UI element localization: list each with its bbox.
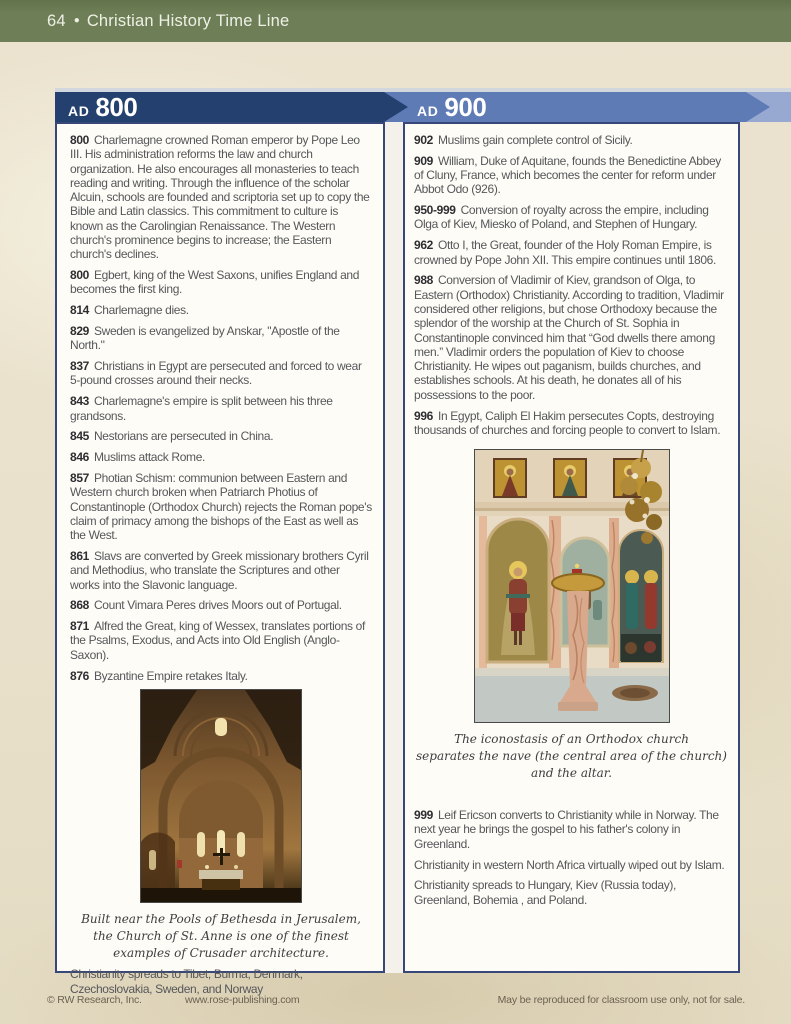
timeline-entry <box>70 394 372 423</box>
entry-year: 861 <box>70 548 89 563</box>
timeline-entry <box>70 619 372 662</box>
entry-text: Christianity spreads to Hungary, Kiev (Russia today), Greenland, Bohemia , and Poland. <box>414 878 677 907</box>
entry-text: Christians in Egypt are persecuted and forced to wear 5-pound crosses around their necks. <box>70 359 362 388</box>
entry-year: 871 <box>70 619 89 634</box>
entry-text: Muslims attack Rome. <box>93 450 206 465</box>
banner-year-label: 900 <box>444 92 487 122</box>
caption-line: Built near the Pools of Bethesda in Jerusalem, <box>81 912 361 927</box>
timeline-entry <box>414 133 729 147</box>
timeline-entry <box>414 808 729 851</box>
entry-text: Count Vimara Peres drives Moors out of Portugal. <box>93 598 342 613</box>
entry-text: Charlemagne crowned Roman emperor by Pope Leo III. His administration reforms the law and church organization. He also encourages all monasteries to teach reading and writing. Through the influence of the scholar Alcuin, schools are founded and scriptoria set up to copy the Bible and Latin classics. This commitment to culture is known as the Carolingian Renaissance. The Western church's prominence begins to increase; the Eastern church's declines. <box>70 133 370 262</box>
timeline-entry <box>414 878 729 907</box>
header-title: Christian History Time Line <box>86 11 290 30</box>
entry-text: Egbert, king of the West Saxons, unifies England and becomes the first king. <box>70 268 360 297</box>
timeline-entry <box>70 133 372 262</box>
entry-text: Alfred the Great, king of Wessex, translates portions of the Psalms, Exodus, and Acts into Old English (Anglo-Saxon). <box>70 619 365 662</box>
entry-text: In Egypt, Caliph El Hakim persecutes Copts, destroying thousands of churches and forcing people to convert to Islam. <box>414 408 721 437</box>
timeline-entry <box>70 429 372 443</box>
entry-year: 857 <box>70 470 89 485</box>
timeline-entry <box>414 273 729 402</box>
entry-year: 868 <box>70 598 89 613</box>
caption-line: the Church of St. Anne is one of the finest <box>93 929 349 944</box>
church-st-anne-photo <box>140 689 302 903</box>
entry-text: Charlemagne's empire is split between his three grandsons. <box>70 394 333 423</box>
caption-line: separates the nave (the central area of the church) <box>416 749 727 764</box>
timeline-entry <box>70 324 372 353</box>
entry-year: 837 <box>70 359 89 374</box>
timeline-entry <box>414 203 729 232</box>
timeline-column-800 <box>55 122 385 996</box>
caption-line: and the altar. <box>530 766 613 781</box>
timeline-column-900 <box>403 122 740 973</box>
entry-text: Conversion of Vladimir of Kiev, grandson of Olga, to Eastern (Orthodox) Christianity. According to tradition, Vladimir considered other religions, but chose Orthodoxy because the splendor of the worship at the Church of St. Sophia in Constantinople convinced him that “God dwells there among men.” Vladimir orders the population of Kiev to choose Christianity. He wipes out paganism, builds churches, and establishes schools. At his death, he donates all of his possessions to the poor. <box>414 273 724 402</box>
timeline-banners <box>55 92 791 122</box>
entry-year: 800 <box>70 133 89 147</box>
footer-copyright: © RW Research, Inc. <box>47 994 142 1006</box>
entry-year: 845 <box>70 429 89 444</box>
timeline-entries-800 <box>70 133 372 683</box>
caption-line: The iconostasis of an Orthodox church <box>454 732 689 747</box>
page-number: 64 <box>47 11 66 30</box>
entry-text: Christianity in western North Africa virtually wiped out by Islam. <box>414 857 725 872</box>
timeline-entry <box>70 359 372 388</box>
entry-year: 962 <box>414 238 433 253</box>
photo-caption <box>414 731 729 782</box>
entry-year: 843 <box>70 394 89 409</box>
timeline-entry <box>70 669 372 683</box>
entry-text: Conversion of royalty across the empire, including Olga of Kiev, Miesko of Poland, and Stephen of Hungary. <box>414 203 709 232</box>
column-spine <box>384 122 403 973</box>
entry-text: Sweden is evangelized by Anskar, "Apostle of the North." <box>70 324 340 353</box>
entry-text: Muslims gain complete control of Sicily. <box>437 133 633 147</box>
church-photo-figure <box>70 689 372 962</box>
timeline-entry <box>70 303 372 317</box>
timeline-entry <box>70 471 372 542</box>
photo-caption <box>70 911 372 962</box>
entry-year: 902 <box>414 133 433 147</box>
caption-line: examples of Crusader architecture. <box>113 946 329 961</box>
entry-year: 846 <box>70 450 89 465</box>
timeline-entry <box>70 268 372 297</box>
entry-year: 988 <box>414 273 433 288</box>
banner-ad-900-label <box>417 92 486 122</box>
page-header <box>0 0 791 42</box>
entry-year: 996 <box>414 408 433 423</box>
entry-text: Slavs are converted by Greek missionary brothers Cyril and Methodius, who translate the Scriptures and other works into the Slavonic language. <box>70 548 369 592</box>
entry-text: Christianity spreads to Tibet, Burma, Denmark, Czechoslovakia, Sweden, and Norway <box>70 967 303 996</box>
banner-year-label: 800 <box>95 92 138 122</box>
iconostasis-photo-figure <box>414 449 729 782</box>
entry-text: Leif Ericson converts to Christianity while in Norway. The next year he brings the gospel to his father's colony in Greenland. <box>414 808 719 851</box>
entry-year: 876 <box>70 668 89 683</box>
banner-ad-800-label <box>68 92 137 122</box>
banner-era-label: AD <box>68 103 90 119</box>
entry-year: 829 <box>70 324 89 339</box>
timeline-entry <box>414 154 729 197</box>
entry-text: Byzantine Empire retakes Italy. <box>93 668 248 683</box>
entry-year: 814 <box>70 303 89 318</box>
timeline-entries-900 <box>414 133 729 437</box>
footer-notice: May be reproduced for classroom use only, not for sale. <box>497 994 745 1006</box>
bullet-icon: ● <box>73 15 80 26</box>
entry-year: 999 <box>414 808 433 823</box>
footer-website: www.rose-publishing.com <box>185 994 300 1006</box>
entry-text: Photian Schism: communion between Eastern and Western church broken when Patriarch Photius of Constantinople (Orthodox Church) rejects the Roman pope's claim of primacy among the bishops of the East as well as the West. <box>70 470 372 543</box>
entry-year: 800 <box>70 268 89 283</box>
timeline-entry <box>70 450 372 464</box>
iconostasis-photo <box>474 449 670 723</box>
entry-text: Nestorians are persecuted in China. <box>93 429 274 444</box>
banner-era-label: AD <box>417 103 439 119</box>
timeline-entries-900-after <box>414 808 729 907</box>
entry-text: Charlemagne dies. <box>93 303 189 318</box>
entry-year: 909 <box>414 153 433 168</box>
timeline-entry <box>70 549 372 592</box>
timeline-entry <box>414 409 729 438</box>
timeline-entries-800-after <box>70 967 372 996</box>
timeline-entry <box>414 858 729 872</box>
entry-text: William, Duke of Aquitane, founds the Benedictine Abbey of Cluny, France, which becomes the center for reform under Abbot Odo (926). <box>414 153 721 197</box>
timeline-entry <box>414 238 729 267</box>
timeline-entry <box>70 598 372 612</box>
entry-year: 950-999 <box>414 203 456 218</box>
timeline-entry <box>70 967 372 996</box>
entry-text: Otto I, the Great, founder of the Holy Roman Empire, is crowned by Pope John XII. This empire continues until 1806. <box>414 238 716 267</box>
